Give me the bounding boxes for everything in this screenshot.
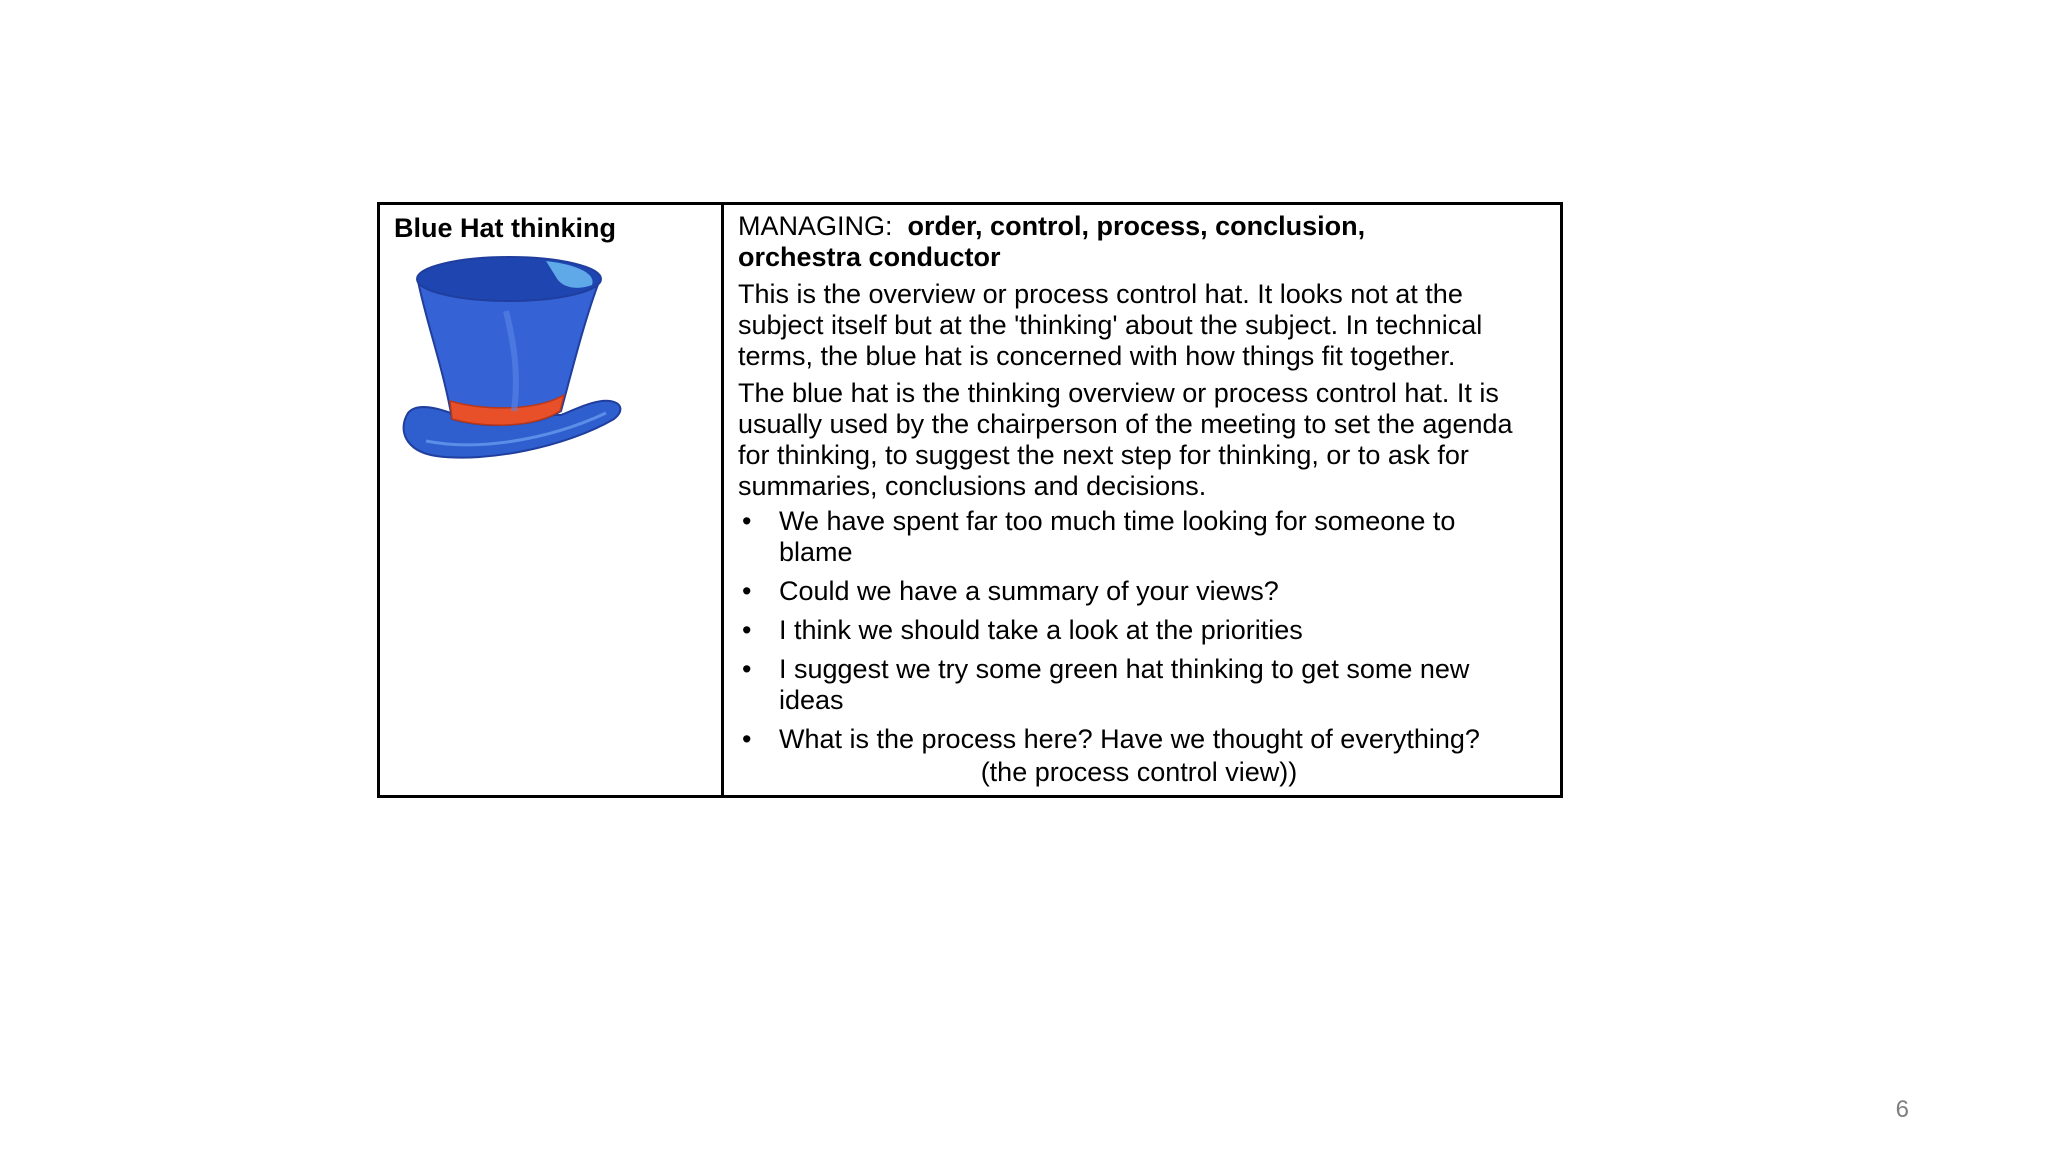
bullet-icon: • (742, 576, 752, 606)
description-cell (724, 205, 1560, 795)
example-phrases-list (738, 506, 1560, 755)
paragraph-line: This is the overview or process control hat. It looks not at the (738, 279, 1463, 309)
hat-name-cell (380, 205, 724, 795)
blue-hat-table (377, 202, 1563, 798)
bullet-icon: • (742, 506, 752, 536)
bullet-icon: • (742, 724, 752, 754)
bullet-icon: • (742, 615, 752, 645)
closing-note: (the process control view)) (980, 757, 1298, 787)
usage-paragraph (738, 378, 1560, 502)
paragraph-line: The blue hat is the thinking overview or process control hat. It is (738, 378, 1499, 408)
managing-keywords-line2: orchestra conductor (738, 242, 1001, 272)
list-item: • Could we have a summary of your views? (742, 576, 1279, 606)
paragraph-line: for thinking, to suggest the next step for thinking, or to ask for (738, 440, 1469, 470)
managing-keywords-line1: order, control, process, conclusion, (907, 211, 1366, 241)
paragraph-line: summaries, conclusions and decisions. (738, 471, 1207, 501)
list-item: • I think we should take a look at the priorities (742, 615, 1303, 645)
bullet-icon: • (742, 654, 752, 684)
paragraph-line: terms, the blue hat is concerned with how things fit together. (738, 341, 1456, 371)
list-item: • We have spent far too much time looking for someone to blame (742, 506, 1456, 567)
list-item: • I suggest we try some green hat thinking to get some new ideas (742, 654, 1470, 715)
list-item: • What is the process here? Have we thought of everything? (742, 724, 1480, 754)
overview-paragraph (738, 279, 1560, 372)
managing-label: MANAGING: (738, 211, 893, 241)
hat-title: Blue Hat thinking (394, 213, 616, 243)
paragraph-line: usually used by the chairperson of the meeting to set the agenda (738, 409, 1513, 439)
paragraph-line: subject itself but at the 'thinking' about the subject. In technical (738, 310, 1483, 340)
blue-top-hat-icon (396, 251, 626, 477)
page-number: 6 (1895, 1096, 1909, 1123)
managing-heading (738, 211, 1560, 242)
